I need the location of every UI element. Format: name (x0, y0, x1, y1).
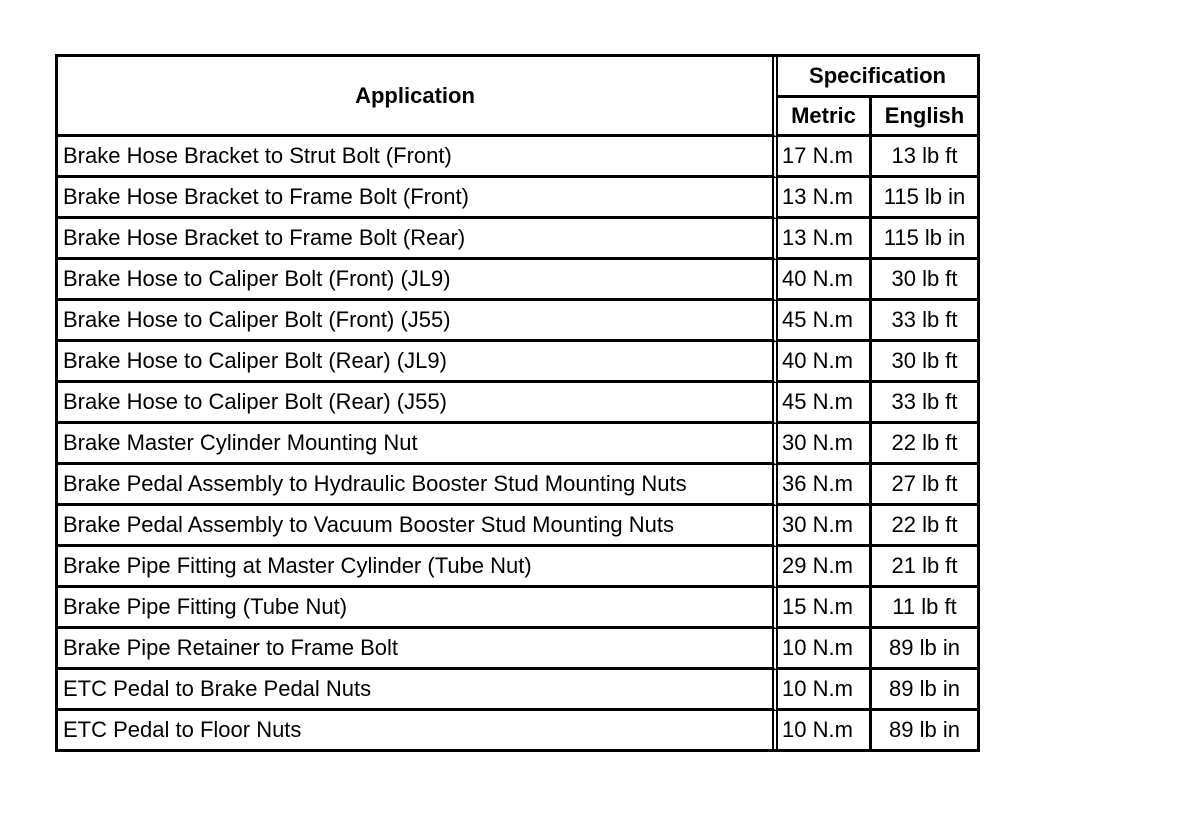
metric-cell: 45 N.m (778, 301, 872, 342)
metric-cell: 10 N.m (778, 629, 872, 670)
table-row (58, 137, 977, 178)
metric-cell: 29 N.m (778, 547, 872, 588)
metric-column-header: Metric (778, 98, 872, 137)
application-cell: Brake Pipe Fitting (Tube Nut) (58, 588, 778, 629)
metric-cell: 30 N.m (778, 424, 872, 465)
application-cell: Brake Pipe Retainer to Frame Bolt (58, 629, 778, 670)
english-cell: 89 lb in (872, 670, 977, 711)
fastener-specification-table (55, 54, 980, 752)
application-cell: Brake Pipe Fitting at Master Cylinder (Tube Nut) (58, 547, 778, 588)
table-row (58, 670, 977, 711)
metric-cell: 13 N.m (778, 219, 872, 260)
table-body (58, 137, 977, 749)
metric-cell: 17 N.m (778, 137, 872, 178)
english-cell: 21 lb ft (872, 547, 977, 588)
english-cell: 22 lb ft (872, 424, 977, 465)
english-cell: 89 lb in (889, 717, 960, 742)
table-row (58, 629, 977, 670)
english-column-header: English (872, 98, 977, 137)
metric-cell: 10 N.m (778, 670, 872, 711)
metric-cell: 15 N.m (778, 588, 872, 629)
metric-cell: 45 N.m (778, 383, 872, 424)
application-cell: Brake Hose to Caliper Bolt (Rear) (JL9) (58, 342, 778, 383)
english-cell: 30 lb ft (872, 342, 977, 383)
table-row (58, 260, 977, 301)
english-cell: 115 lb in (872, 219, 977, 260)
metric-cell: 40 N.m (778, 342, 872, 383)
application-cell: Brake Hose to Caliper Bolt (Front) (J55) (58, 301, 778, 342)
table-row (58, 424, 977, 465)
english-cell: 115 lb in (872, 178, 977, 219)
application-cell: Brake Hose to Caliper Bolt (Rear) (J55) (58, 383, 778, 424)
application-cell: Brake Master Cylinder Mounting Nut (58, 424, 778, 465)
table-row (58, 383, 977, 424)
english-cell: 33 lb ft (872, 301, 977, 342)
application-cell: Brake Hose Bracket to Strut Bolt (Front) (58, 137, 778, 178)
english-cell: 27 lb ft (872, 465, 977, 506)
english-cell: 13 lb ft (872, 137, 977, 178)
table-row (58, 588, 977, 629)
application-cell: Brake Hose Bracket to Frame Bolt (Front) (58, 178, 778, 219)
table-row (58, 219, 977, 260)
english-cell: 89 lb in (872, 629, 977, 670)
header-row-top (58, 57, 977, 98)
metric-cell: 36 N.m (778, 465, 872, 506)
english-cell: 22 lb ft (872, 506, 977, 547)
specification-column-header: Specification (778, 57, 977, 98)
application-cell: ETC Pedal to Floor Nuts (58, 711, 778, 749)
application-cell: Brake Hose to Caliper Bolt (Front) (JL9) (58, 260, 778, 301)
application-column-header: Application (58, 57, 778, 137)
english-cell: 11 lb ft (872, 588, 977, 629)
table-row (58, 301, 977, 342)
table-row (58, 711, 977, 749)
metric-cell: 40 N.m (778, 260, 872, 301)
application-cell: Brake Pedal Assembly to Hydraulic Booster Stud Mounting Nuts (58, 465, 778, 506)
application-cell: ETC Pedal to Brake Pedal Nuts (58, 670, 778, 711)
application-cell: Brake Hose Bracket to Frame Bolt (Rear) (58, 219, 778, 260)
english-cell: 33 lb ft (872, 383, 977, 424)
application-cell: Brake Pedal Assembly to Vacuum Booster Stud Mounting Nuts (58, 506, 778, 547)
table-row (58, 506, 977, 547)
table-row (58, 178, 977, 219)
english-cell: 30 lb ft (872, 260, 977, 301)
metric-cell: 30 N.m (778, 506, 872, 547)
metric-cell: 13 N.m (778, 178, 872, 219)
table-row (58, 547, 977, 588)
table-row (58, 342, 977, 383)
table-row (58, 465, 977, 506)
metric-cell: 10 N.m (778, 711, 872, 749)
